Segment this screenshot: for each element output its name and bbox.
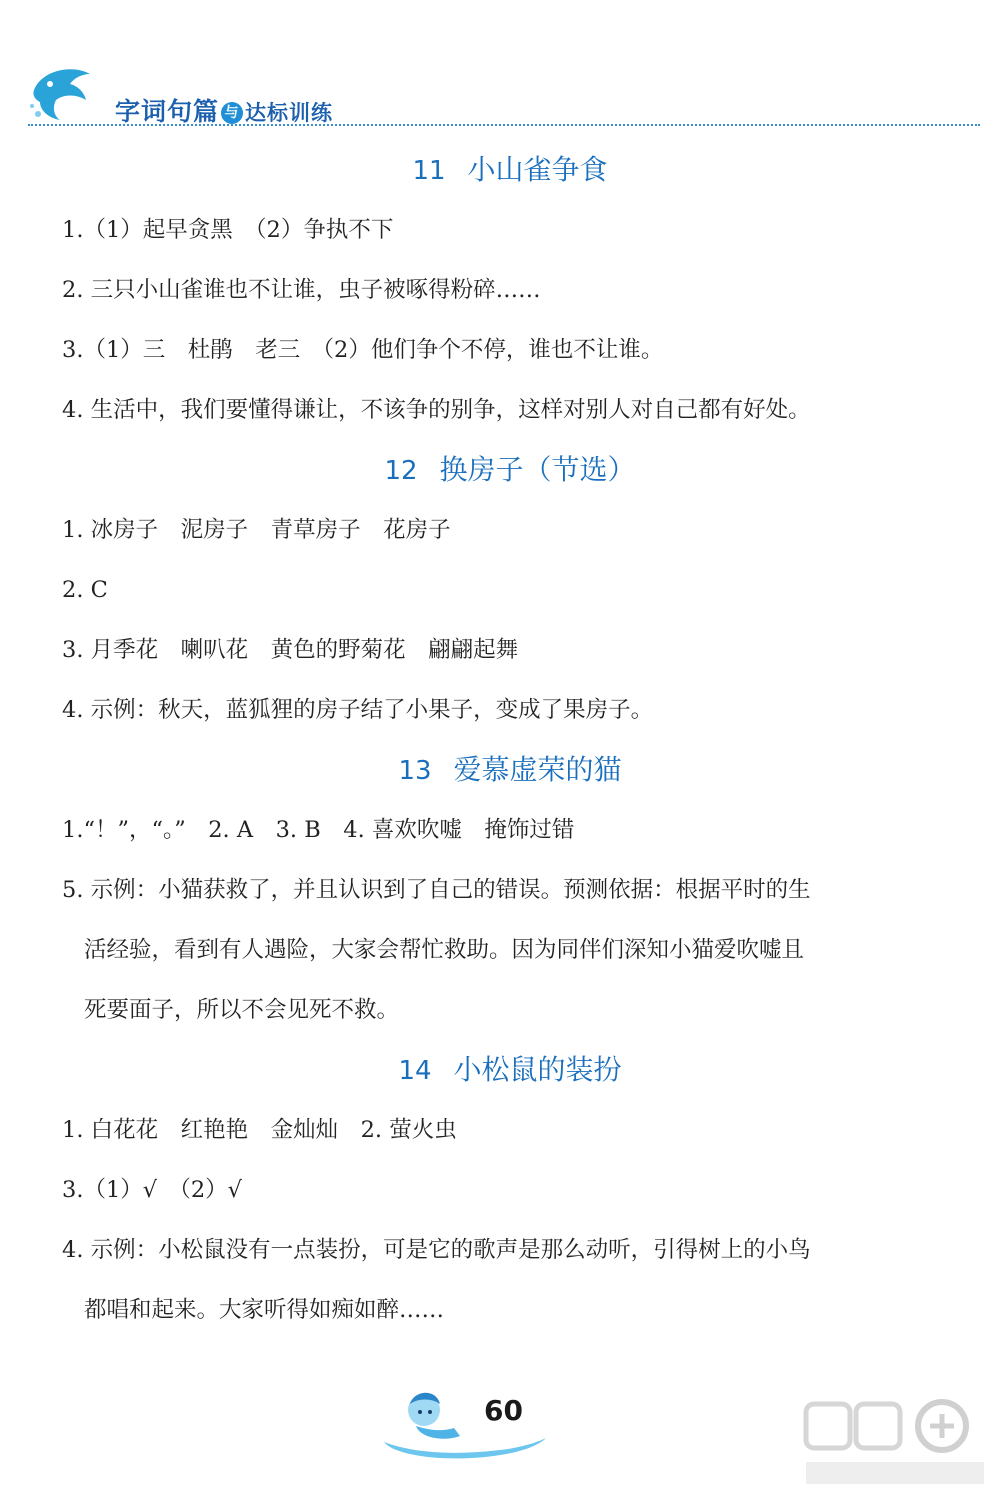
answer-line: 4. 示例：小松鼠没有一点装扮，可是它的歌声是那么动听，引得树上的小鸟: [62, 1237, 811, 1263]
section-number: 14: [398, 1056, 432, 1086]
answer-line: 4. 生活中，我们要懂得谦让，不该争的别争，这样对别人对自己都有好处。: [62, 397, 811, 423]
page-number: 60: [484, 1394, 523, 1427]
page-header: [0, 0, 1000, 140]
section-heading: [20, 440, 1000, 500]
watermark-logo: [800, 1396, 990, 1492]
answer-line: 活经验，看到有人遇险，大家会帮忙救助。因为同伴们深知小猫爱吹嘘且: [84, 937, 805, 963]
section-title: 爱慕虚荣的猫: [453, 753, 622, 786]
header-title-main: 字词句篇: [115, 97, 220, 126]
header-divider: [28, 124, 980, 126]
answer-line: 2. 三只小山雀谁也不让谁，虫子被啄得粉碎……: [62, 277, 541, 303]
header-title-mid: 与: [221, 102, 243, 124]
header-title-sub: 达标训练: [245, 100, 334, 125]
answer-line: 死要面子，所以不会见死不救。: [84, 997, 400, 1023]
answer-line: 1.“！”，“。” 2. A 3. B 4. 喜欢吹嘘 掩饰过错: [62, 817, 575, 843]
dolphin-logo-icon: [28, 60, 98, 122]
answer-line: 3. 月季花 喇叭花 黄色的野菊花 翩翩起舞: [62, 637, 519, 663]
page-footer: [0, 1360, 1000, 1497]
section-title: 小松鼠的装扮: [453, 1053, 622, 1086]
section-number: 11: [412, 156, 446, 186]
section-heading: [20, 140, 1000, 200]
cartoon-child-icon: [380, 1380, 550, 1460]
answer-line: 1. 白花花 红艳艳 金灿灿 2. 萤火虫: [62, 1117, 457, 1143]
section-title: 小山雀争食: [467, 153, 608, 186]
answer-line: 5. 示例：小猫获救了，并且认识到了自己的错误。预测依据：根据平时的生: [62, 877, 811, 903]
section-number: 13: [398, 756, 432, 786]
section-heading: [20, 1040, 1000, 1100]
answer-line: 都唱和起来。大家听得如痴如醉……: [84, 1297, 445, 1323]
answer-line: 1. 冰房子 泥房子 青草房子 花房子: [62, 517, 451, 543]
answer-line: 4. 示例：秋天，蓝狐狸的房子结了小果子，变成了果房子。: [62, 697, 654, 723]
answer-line: 3.（1）√ （2）√: [62, 1177, 243, 1203]
answer-line: 1.（1）起早贪黑 （2）争执不下: [62, 217, 394, 243]
section-title: 换房子（节选）: [439, 453, 636, 486]
section-heading: [20, 740, 1000, 800]
answer-line: 2. C: [62, 577, 108, 603]
answer-content: [0, 140, 1000, 1340]
header-title: [115, 92, 333, 128]
answer-line: 3.（1）三 杜鹃 老三 （2）他们争个不停，谁也不让谁。: [62, 337, 664, 363]
section-number: 12: [384, 456, 418, 486]
